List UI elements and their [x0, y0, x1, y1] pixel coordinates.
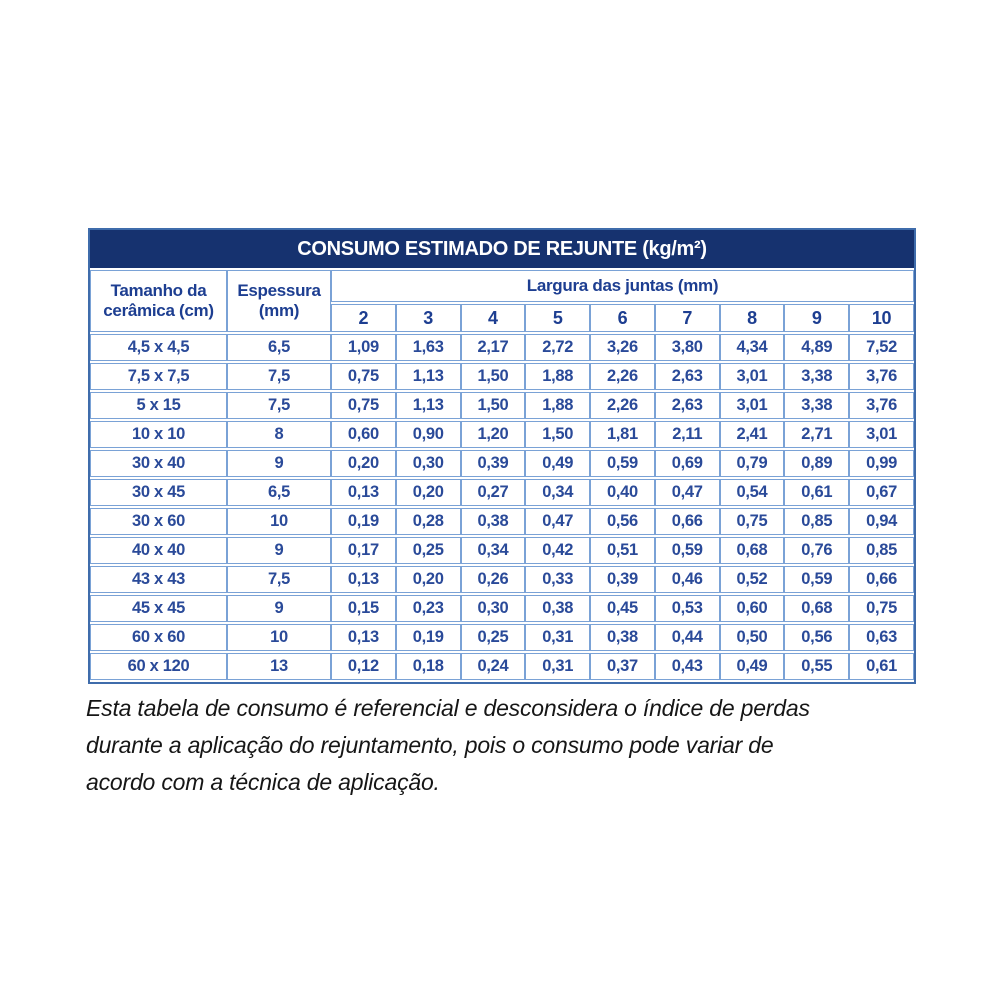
tile-size-cell: 45 x 45	[90, 595, 227, 622]
tile-size-cell: 4,5 x 4,5	[90, 334, 227, 361]
tile-size-cell: 7,5 x 7,5	[90, 363, 227, 390]
consumption-cell: 3,01	[849, 421, 914, 448]
consumption-cell: 3,38	[784, 363, 849, 390]
thickness-cell: 7,5	[227, 392, 331, 419]
joint-width-group-header: Largura das juntas (mm)	[331, 270, 914, 302]
consumption-cell: 0,76	[784, 537, 849, 564]
consumption-cell: 1,50	[461, 363, 526, 390]
consumption-cell: 1,81	[590, 421, 655, 448]
consumption-cell: 0,19	[331, 508, 396, 535]
table-row	[90, 653, 914, 680]
consumption-cell: 1,63	[396, 334, 461, 361]
thickness-cell: 8	[227, 421, 331, 448]
table-row	[90, 450, 914, 477]
consumption-cell: 0,56	[784, 624, 849, 651]
consumption-cell: 0,13	[331, 624, 396, 651]
consumption-cell: 0,51	[590, 537, 655, 564]
consumption-cell: 0,89	[784, 450, 849, 477]
thickness-cell: 10	[227, 508, 331, 535]
consumption-cell: 1,50	[461, 392, 526, 419]
consumption-cell: 0,38	[461, 508, 526, 535]
consumption-cell: 0,53	[655, 595, 720, 622]
tile-size-cell: 30 x 40	[90, 450, 227, 477]
table-row	[90, 334, 914, 361]
consumption-cell: 0,50	[720, 624, 785, 651]
consumption-cell: 0,43	[655, 653, 720, 680]
consumption-cell: 3,26	[590, 334, 655, 361]
consumption-cell: 2,26	[590, 363, 655, 390]
tile-size-header: Tamanho da cerâmica (cm)	[90, 270, 227, 332]
consumption-cell: 0,85	[784, 508, 849, 535]
consumption-cell: 0,52	[720, 566, 785, 593]
consumption-cell: 0,94	[849, 508, 914, 535]
consumption-cell: 2,63	[655, 363, 720, 390]
footnote-line: durante a aplicação do rejuntamento, pois o consumo pode variar de	[86, 732, 774, 758]
table-row	[90, 508, 914, 535]
thickness-cell: 7,5	[227, 363, 331, 390]
consumption-cell: 0,68	[784, 595, 849, 622]
consumption-cell: 0,85	[849, 537, 914, 564]
consumption-cell: 0,47	[655, 479, 720, 506]
thickness-cell: 9	[227, 537, 331, 564]
thickness-cell: 13	[227, 653, 331, 680]
consumption-cell: 0,19	[396, 624, 461, 651]
consumption-cell: 0,33	[525, 566, 590, 593]
consumption-cell: 0,75	[720, 508, 785, 535]
tile-size-cell: 43 x 43	[90, 566, 227, 593]
consumption-cell: 0,60	[720, 595, 785, 622]
consumption-cell: 0,20	[396, 479, 461, 506]
consumption-cell: 4,89	[784, 334, 849, 361]
consumption-cell: 0,75	[331, 392, 396, 419]
consumption-cell: 0,20	[396, 566, 461, 593]
consumption-cell: 7,52	[849, 334, 914, 361]
consumption-cell: 0,20	[331, 450, 396, 477]
consumption-cell: 0,56	[590, 508, 655, 535]
consumption-cell: 0,54	[720, 479, 785, 506]
consumption-cell: 0,13	[331, 566, 396, 593]
consumption-cell: 0,79	[720, 450, 785, 477]
consumption-table-grid	[90, 268, 914, 682]
footnote	[86, 690, 936, 801]
table-row	[90, 595, 914, 622]
thickness-cell: 9	[227, 450, 331, 477]
consumption-cell: 0,25	[461, 624, 526, 651]
table-title: CONSUMO ESTIMADO DE REJUNTE (kg/m²)	[90, 230, 914, 268]
thickness-header: Espessura (mm)	[227, 270, 331, 332]
tile-size-cell: 5 x 15	[90, 392, 227, 419]
consumption-cell: 0,90	[396, 421, 461, 448]
consumption-cell: 0,46	[655, 566, 720, 593]
consumption-cell: 0,42	[525, 537, 590, 564]
consumption-cell: 0,40	[590, 479, 655, 506]
table-row	[90, 479, 914, 506]
consumption-cell: 0,68	[720, 537, 785, 564]
table-row	[90, 566, 914, 593]
joint-width-header: 7	[655, 304, 720, 332]
consumption-cell: 0,31	[525, 624, 590, 651]
consumption-cell: 0,38	[525, 595, 590, 622]
consumption-cell: 0,27	[461, 479, 526, 506]
consumption-cell: 0,23	[396, 595, 461, 622]
joint-width-header: 4	[461, 304, 526, 332]
consumption-cell: 0,37	[590, 653, 655, 680]
thickness-cell: 6,5	[227, 334, 331, 361]
consumption-cell: 0,75	[849, 595, 914, 622]
tile-size-cell: 40 x 40	[90, 537, 227, 564]
thickness-cell: 7,5	[227, 566, 331, 593]
tile-size-cell: 60 x 120	[90, 653, 227, 680]
consumption-cell: 0,61	[849, 653, 914, 680]
consumption-cell: 0,25	[396, 537, 461, 564]
consumption-cell: 1,13	[396, 363, 461, 390]
consumption-cell: 0,45	[590, 595, 655, 622]
consumption-cell: 0,17	[331, 537, 396, 564]
consumption-cell: 0,59	[655, 537, 720, 564]
consumption-cell: 0,44	[655, 624, 720, 651]
consumption-cell: 0,34	[461, 537, 526, 564]
consumption-cell: 0,99	[849, 450, 914, 477]
tile-size-cell: 30 x 45	[90, 479, 227, 506]
consumption-cell: 0,12	[331, 653, 396, 680]
consumption-cell: 1,20	[461, 421, 526, 448]
consumption-cell: 0,49	[720, 653, 785, 680]
consumption-cell: 0,61	[784, 479, 849, 506]
consumption-cell: 3,80	[655, 334, 720, 361]
table-row	[90, 624, 914, 651]
consumption-cell: 4,34	[720, 334, 785, 361]
consumption-cell: 3,76	[849, 363, 914, 390]
consumption-cell: 2,26	[590, 392, 655, 419]
consumption-cell: 0,30	[461, 595, 526, 622]
consumption-cell: 0,66	[849, 566, 914, 593]
table-row	[90, 537, 914, 564]
consumption-cell: 0,39	[590, 566, 655, 593]
consumption-cell: 0,75	[331, 363, 396, 390]
consumption-cell: 0,69	[655, 450, 720, 477]
consumption-cell: 3,01	[720, 392, 785, 419]
consumption-cell: 0,47	[525, 508, 590, 535]
joint-width-header: 6	[590, 304, 655, 332]
consumption-cell: 0,26	[461, 566, 526, 593]
joint-width-header: 5	[525, 304, 590, 332]
consumption-cell: 2,72	[525, 334, 590, 361]
consumption-cell: 0,39	[461, 450, 526, 477]
consumption-cell: 3,38	[784, 392, 849, 419]
consumption-cell: 0,34	[525, 479, 590, 506]
consumption-cell: 2,71	[784, 421, 849, 448]
joint-width-header: 8	[720, 304, 785, 332]
consumption-cell: 0,28	[396, 508, 461, 535]
consumption-cell: 0,18	[396, 653, 461, 680]
tile-size-cell: 30 x 60	[90, 508, 227, 535]
footnote-line: acordo com a técnica de aplicação.	[86, 769, 440, 795]
table-row	[90, 392, 914, 419]
consumption-cell: 0,15	[331, 595, 396, 622]
table-row	[90, 363, 914, 390]
footnote-line: Esta tabela de consumo é referencial e desconsidera o índice de perdas	[86, 695, 810, 721]
consumption-cell: 1,88	[525, 363, 590, 390]
tile-size-cell: 60 x 60	[90, 624, 227, 651]
consumption-cell: 0,49	[525, 450, 590, 477]
joint-width-header: 3	[396, 304, 461, 332]
thickness-cell: 10	[227, 624, 331, 651]
consumption-cell: 2,41	[720, 421, 785, 448]
consumption-cell: 0,59	[784, 566, 849, 593]
thickness-cell: 9	[227, 595, 331, 622]
joint-width-header: 10	[849, 304, 914, 332]
consumption-cell: 3,01	[720, 363, 785, 390]
consumption-cell: 1,09	[331, 334, 396, 361]
consumption-cell: 1,88	[525, 392, 590, 419]
consumption-cell: 0,55	[784, 653, 849, 680]
consumption-cell: 0,59	[590, 450, 655, 477]
tile-size-cell: 10 x 10	[90, 421, 227, 448]
consumption-cell: 0,63	[849, 624, 914, 651]
consumption-cell: 2,11	[655, 421, 720, 448]
table-row	[90, 421, 914, 448]
joint-width-header: 2	[331, 304, 396, 332]
consumption-cell: 0,24	[461, 653, 526, 680]
consumption-cell: 0,60	[331, 421, 396, 448]
consumption-cell: 0,66	[655, 508, 720, 535]
consumption-cell: 0,38	[590, 624, 655, 651]
joint-width-header: 9	[784, 304, 849, 332]
consumption-cell: 3,76	[849, 392, 914, 419]
consumption-cell: 2,63	[655, 392, 720, 419]
consumption-table	[88, 228, 916, 684]
consumption-cell: 1,13	[396, 392, 461, 419]
thickness-cell: 6,5	[227, 479, 331, 506]
consumption-cell: 0,30	[396, 450, 461, 477]
consumption-cell: 2,17	[461, 334, 526, 361]
consumption-cell: 1,50	[525, 421, 590, 448]
consumption-cell: 0,13	[331, 479, 396, 506]
consumption-cell: 0,67	[849, 479, 914, 506]
consumption-cell: 0,31	[525, 653, 590, 680]
